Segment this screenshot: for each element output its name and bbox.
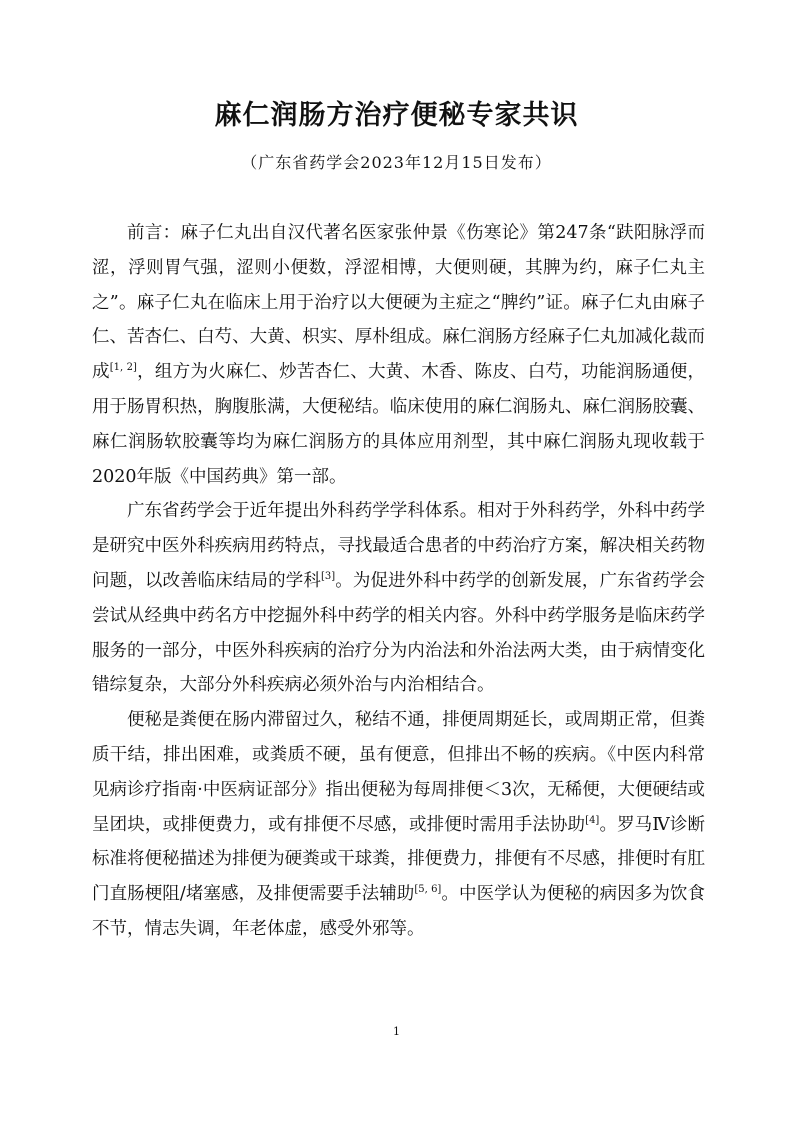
citation-ref: [4]	[585, 814, 600, 826]
paragraph-surgical-pharmacy	[92, 494, 705, 703]
citation-ref: [1, 2]	[109, 362, 137, 374]
paragraph-text: ，组方为火麻仁、炒苦杏仁、大黄、木香、陈皮、白芍，功能润肠通便，用于肠胃积热，胸腹胀满，大便秘结。临床使用的麻仁润肠丸、麻仁润肠胶囊、麻仁润肠软胶囊等均为麻仁润肠方的具体应用剂型，其中麻仁润肠丸现收载于2020年版《中国药典》第一部。	[92, 362, 706, 487]
paragraph-text: 。罗马Ⅳ诊断标准将便秘描述为排便为硬粪或干球粪，排便费力，排便有不尽感，排便时有肛门直肠梗阻/堵塞感，及排便需要手法辅助	[92, 814, 706, 905]
citation-ref: [3]	[320, 570, 336, 582]
paragraph-text: 。中医学认为便秘的病因多为饮食不节，情志失调，年老体虚，感受外邪等。	[92, 884, 706, 939]
paragraph-text: 广东省药学会于近年提出外科药学学科体系。相对于外科药学，外科中药学是研究中医外科疾病用药特点，寻找最适合患者的中药治疗方案，解决相关药物问题，以改善临床结局的学科	[92, 501, 705, 591]
citation-ref: [5, 6]	[414, 884, 442, 896]
document-body	[92, 216, 705, 947]
paragraph-text: 前言：麻子仁丸出自汉代著名医家张仲景《伤寒论》第247条“趺阳脉浮而涩，浮则胃气强，涩则小便数，浮涩相博，大便则硬，其脾为约，麻子仁丸主之”。麻子仁丸在临床上用于治疗以大便硬为主症之“脾约”证。麻子仁丸由麻子仁、苦杏仁、白芍、大黄、枳实、厚朴组成。麻仁润肠方经麻子仁丸加减化裁而成	[92, 223, 705, 383]
document-subtitle: （广东省药学会2023年12月15日发布）	[241, 153, 552, 172]
document-title: 麻仁润肠方治疗便秘专家共识	[214, 100, 579, 131]
page-number: 1	[393, 1025, 400, 1038]
paragraph-constipation	[92, 703, 705, 947]
paragraph-preface	[92, 216, 705, 494]
paragraph-text: 便秘是粪便在肠内滞留过久，秘结不通，排便周期延长，或周期正常，但粪质干结，排出困难，或粪质不硬，虽有便意，但排出不畅的疾病。《中医内科常见病诊疗指南·中医病证部分》指出便秘为每周排便＜3次，无稀便，大便硬结或呈团块，或排便费力，或有排便不尽感，或排便时需用手法协助	[92, 710, 705, 835]
paragraph-text: 。为促进外科中药学的创新发展，广东省药学会尝试从经典中药名方中挖掘外科中药学的相关内容。外科中药学服务是临床药学服务的一部分，中医外科疾病的治疗分为内治法和外治法两大类，由于病情变化错综复杂，大部分外科疾病必须外治与内治相结合。	[92, 570, 706, 696]
